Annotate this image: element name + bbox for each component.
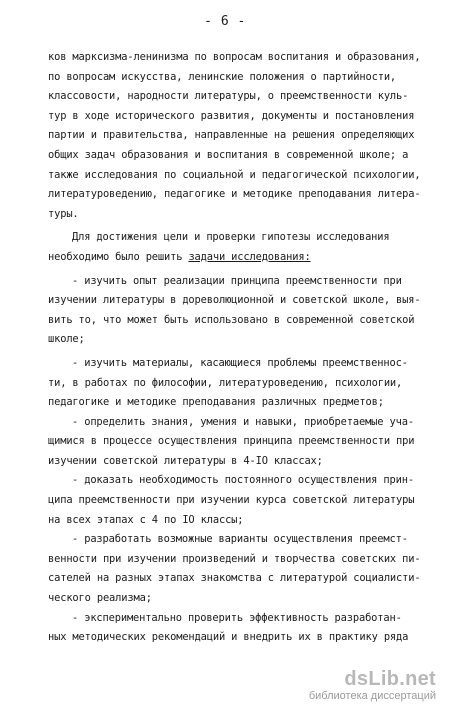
- text-line: сателей на разных этапах знакомства с литературой социалисти-: [48, 572, 421, 585]
- text-line: ципа преемственности при изучении курса советской литературы: [48, 494, 415, 507]
- text-line: - доказать необходимость постоянного осуществления прин-: [72, 474, 414, 487]
- watermark-logo-main: dsLib: [344, 668, 400, 690]
- text-line: венности при изучении произведений и творчества советских пи-: [48, 552, 421, 565]
- text-line: - экспериментально проверить эффективность разработан-: [72, 611, 402, 624]
- text-line: - изучить материалы, касающиеся проблемы преемственнос-: [72, 356, 408, 369]
- task-item: [48, 354, 420, 413]
- text-line: вить то, что может быть использовано в современной советской: [48, 313, 415, 326]
- task-item: [48, 530, 420, 608]
- watermark-logo: [309, 668, 436, 690]
- page-number: - 6 -: [204, 14, 246, 29]
- text-line: ческого реализма;: [48, 592, 152, 605]
- task-item: [48, 471, 420, 530]
- text-line: изучении советской литературы в 4-IO классах;: [48, 454, 323, 467]
- text-line: также исследования по социальной и педагогической психологии,: [48, 168, 421, 181]
- text-line: на всех этапах с 4 по IO классы;: [48, 513, 244, 526]
- text-fragment: необходимо было решить: [48, 250, 189, 263]
- text-line: партии и правительства, направленные на решения определяющих: [48, 129, 415, 142]
- text-line: [48, 248, 420, 268]
- text-line: - определить знания, умения и навыки, приобретаемые уча-: [72, 415, 414, 428]
- tasks-intro-paragraph: [48, 228, 420, 267]
- document-body: [48, 48, 420, 648]
- text-line: ти, в работах по философии, литературоведению, психологии,: [48, 376, 403, 389]
- text-line: по вопросам искусства, ленинские положения о партийности,: [48, 70, 397, 83]
- text-line: Для достижения цели и проверки гипотезы исследования: [72, 231, 390, 244]
- text-line: щимися в процессе осуществления принципа преемственности при: [48, 435, 415, 448]
- intro-paragraph: [48, 48, 420, 224]
- text-line: школе;: [48, 333, 85, 346]
- task-item: [48, 272, 420, 350]
- text-line: изучении литературы в дореволюционной и советской школе, выя-: [48, 294, 421, 307]
- text-line: педагогике и методике преподавания различных предметов;: [48, 396, 384, 409]
- text-line: классовости, народности литературы, о преемственности куль-: [48, 90, 409, 103]
- task-item: [48, 609, 420, 648]
- text-line: ных методических рекомендаций и внедрить их в практику ряда: [48, 631, 409, 644]
- text-line: ков марксизма-ленинизма по вопросам воспитания и образования,: [48, 51, 421, 63]
- text-line: - разработать возможные варианты осуществления преемст-: [72, 533, 408, 546]
- text-line: общих задач образования и воспитания в современной школе; а: [48, 148, 409, 161]
- watermark-subtitle: библиотека диссертаций: [308, 690, 436, 702]
- watermark-logo-tld: .net: [399, 668, 436, 690]
- task-item: [48, 413, 420, 472]
- tasks-heading-underlined: задачи исследования:: [188, 250, 311, 263]
- text-line: - изучить опыт реализации принципа преемственности при: [72, 274, 402, 287]
- watermark: [309, 668, 436, 703]
- text-line: литературоведению, педагогике и методике преподавания литера-: [48, 188, 421, 201]
- text-line: туры.: [48, 207, 79, 220]
- text-line: тур в ходе исторического развития, документы и постановления: [48, 109, 415, 122]
